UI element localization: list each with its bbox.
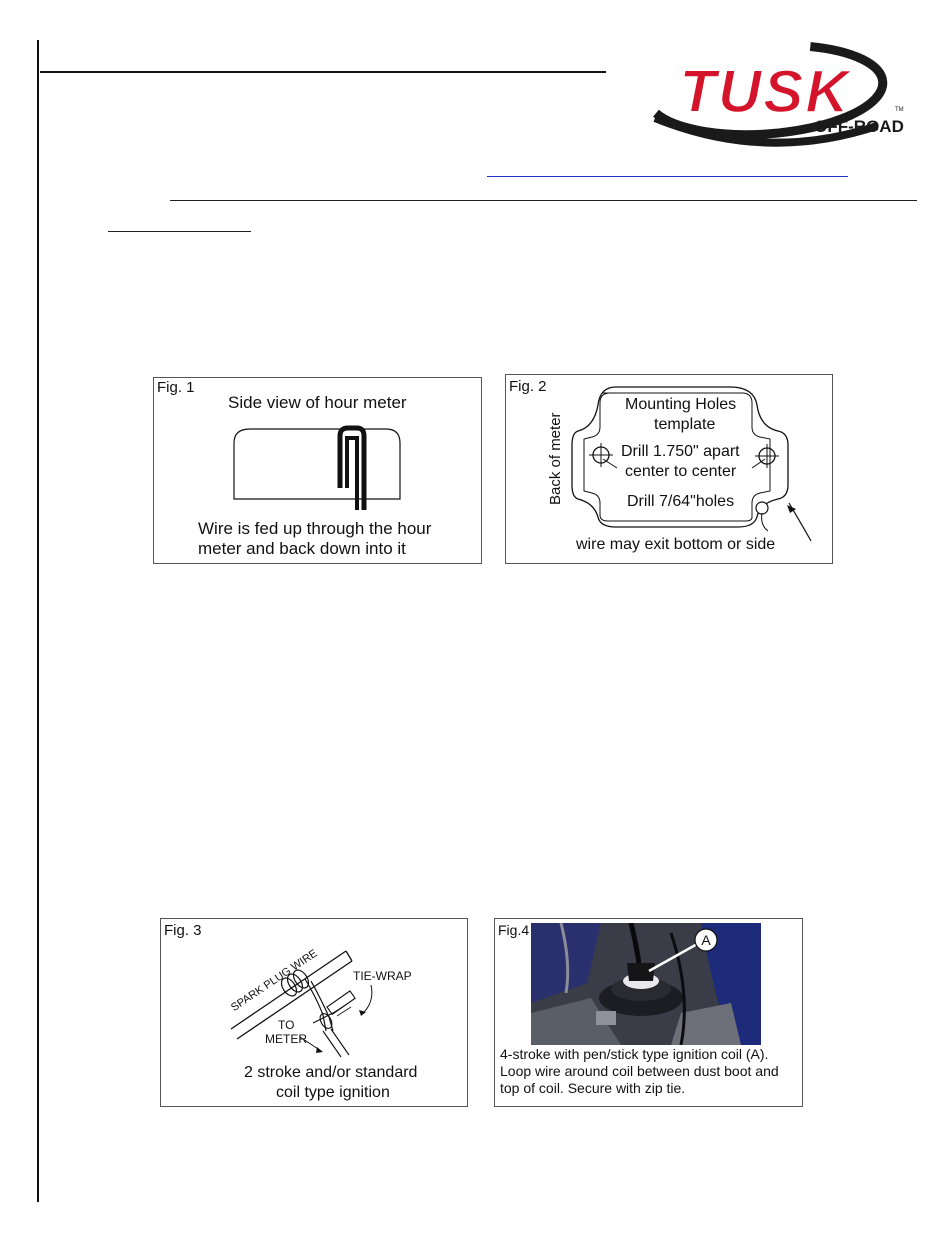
tusk-logo	[615, 38, 915, 158]
fig3-label: Fig. 3	[164, 922, 202, 939]
fig3-spark-label: SPARK PLUG WIRE	[229, 947, 320, 1014]
fig4-caption-2: Loop wire around coil between dust boot and	[500, 1063, 779, 1079]
fig4-caption	[500, 1046, 800, 1097]
figure-1	[153, 377, 482, 564]
ignition-coil-photo	[531, 923, 761, 1045]
fig2-line5: Drill 7/64"holes	[627, 493, 735, 510]
figure-4	[494, 918, 803, 1107]
section-underline	[108, 231, 251, 232]
fig1-caption-2: meter and back down into it	[198, 539, 406, 558]
top-rule	[40, 71, 606, 73]
vertical-rule	[37, 40, 39, 1202]
figure-2	[505, 374, 833, 564]
fig2-label: Fig. 2	[509, 378, 547, 395]
fig2-side-label: Back of meter	[547, 412, 564, 505]
fig3-meter-label: METER	[265, 1032, 307, 1046]
fig1-caption-1: Wire is fed up through the hour	[198, 519, 432, 538]
fig2-line4: center to center	[625, 463, 737, 480]
fig2-line2: template	[654, 416, 716, 433]
fig4-caption-1: 4-stroke with pen/stick type ignition coil (A).	[500, 1046, 769, 1062]
figure-3	[160, 918, 468, 1107]
logo-tm: TM	[895, 107, 904, 113]
fig4-caption-3: top of coil. Secure with zip tie.	[500, 1080, 686, 1096]
logo-brand: TUSK	[679, 58, 851, 125]
fig2-line1: Mounting Holes	[625, 396, 737, 413]
fig3-tie-label: TIE-WRAP	[353, 969, 412, 983]
fig4-marker: A	[701, 932, 711, 948]
link-underline[interactable]	[487, 176, 848, 177]
fig2-caption: wire may exit bottom or side	[576, 536, 776, 553]
fig2-line3: Drill 1.750" apart	[621, 443, 740, 460]
fig4-label: Fig.4	[498, 922, 530, 938]
fig3-to-label: TO	[278, 1018, 295, 1032]
fig1-label: Fig. 1	[157, 379, 195, 396]
fig3-caption-2: coil type ignition	[276, 1084, 390, 1101]
fig1-title: Side view of hour meter	[228, 393, 407, 412]
logo-tagline: OFF-ROAD	[814, 117, 904, 136]
fig3-caption-1: 2 stroke and/or standard	[244, 1064, 418, 1081]
header-rule	[170, 200, 917, 201]
